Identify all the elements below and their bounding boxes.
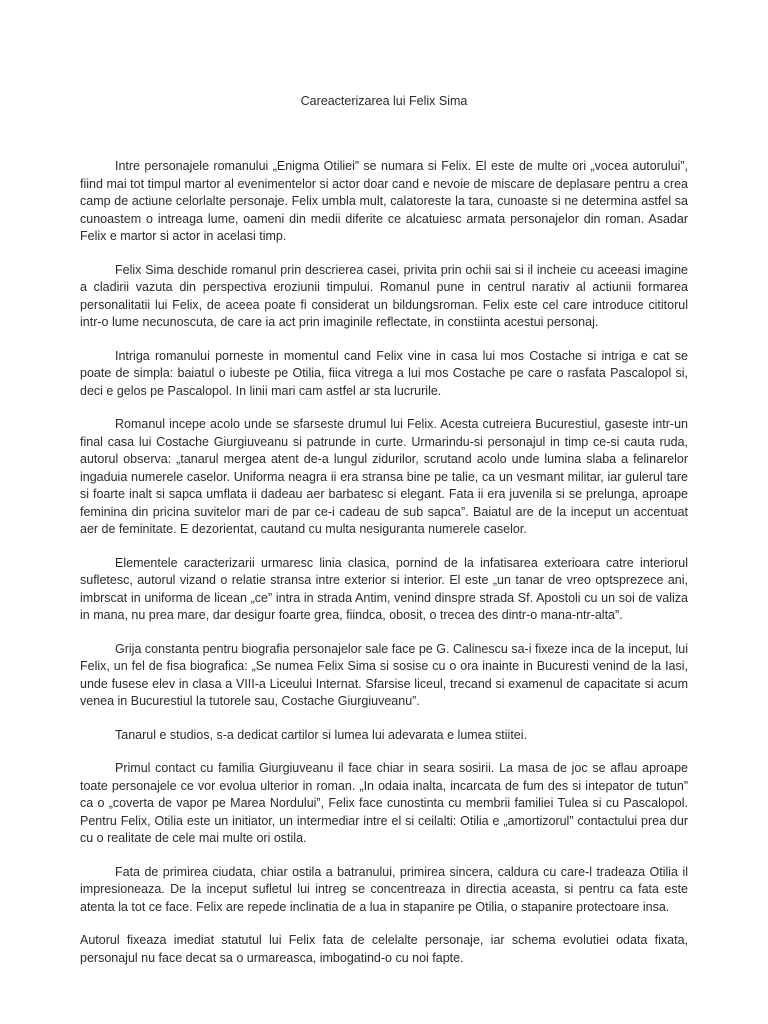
paragraph-4: Romanul incepe acolo unde se sfarseste drumul lui Felix. Acesta cutreiera Bucurestiul, gaseste intr-un final casa lui Costache Giurgiuveanu si patrunde in curte. Urmarindu-si personajul in timp ce-si cauta ruda, autorul observa: „tanarul mergea atent de-a lungul zidurilor, scrutand acolo unde lumina slaba a felinarelor ingaduia numerele caselor. Uniforma neagra ii era stransa bine pe talie, ca un vesmant militar, iar gulerul tare si foarte inalt si sapca umflata ii dadeau aer barbatesc si elegant. Fata ii era juvenila si se prelunga, aproape feminina din pricina suvitelor mari de par ce-i cadeau de sub sapca”. Baiatul are de la inceput un accentuat aer de feminitate. E dezorientat, cautand cu multa nesiguranta numerele caselor. <box>80 417 688 536</box>
paragraph-7: Tanarul e studios, s-a dedicat cartilor si lumea lui adevarata e lumea stiitei. <box>115 727 528 742</box>
document-body <box>80 158 688 967</box>
paragraph-1: Intre personajele romanului „Enigma Otiliei” se numara si Felix. El este de multe ori „vocea autorului”, fiind mai tot timpul martor al evenimentelor si actor doar cand e nevoie de miscare de deplasare pentru a crea camp de actiune celorlalte personaje. Felix umbla mult, calatoreste la tara, cunoaste si ne determina astfel sa cunoastem o intreaga lume, oameni din medii diferite ce alcatuiesc armata personajelor din roman. Asadar Felix e martor si actor in acelasi timp. <box>80 159 688 243</box>
paragraph-2: Felix Sima deschide romanul prin descrierea casei, privita prin ochii sai si il incheie cu aceeasi imagine a cladirii vazuta din perspectiva eroziunii timpului. Romanul pune in centrul narativ al actiunii formarea personalitatii lui Felix, de aceea poate fi considerat un bildungsroman. Felix este cel care introduce cititorul intr-o lume necunoscuta, de care ia act prin imaginile reflectate, in constiinta acestui personaj. <box>80 262 688 329</box>
paragraph-3: Intriga romanului porneste in momentul cand Felix vine in casa lui mos Costache si intriga e cat se poate de simpla: baiatul o iubeste pe Otilia, fiica vitrega a lui mos Costache pe care o rasfata Pascalopol si, deci e gelos pe Pascalopol. In linii mari cam astfel ar sta lucrurile. <box>80 348 688 398</box>
paragraph-5: Elementele caracterizarii urmaresc linia clasica, pornind de la infatisarea exterioara catre interiorul sufletesc, autorul vizand o relatie stransa intre exterior si interior. El este „un tanar de vreo optsprezece ani, imbrscat in uniforma de licean „ce” intra in strada Antim, venind dinspre strada Sf. Apostoli cu un soi de valiza in mana, nu prea mare, dar desigur foarte grea, fiindca, obosit, o trecea des dintr-o mana-ntr-alta”. <box>80 555 688 622</box>
paragraph-8: Primul contact cu familia Giurgiuveanu il face chiar in seara sosirii. La masa de joc se aflau aproape toate personajele ce vor evolua ulterior in roman. „In odaia inalta, incarcata de fum des si intepator de tutun” ca o „coverta de vapor pe Marea Nordului”, Felix face cunostinta cu membrii familiei Tulea si cu Pascalopol. Pentru Felix, Otilia este un initiator, un intermediar intre el si ceilalti: Otilia e „amortizorul” contactului prea dur cu o realitate de cele mai multe ori ostila. <box>80 761 688 845</box>
paragraph-10: Autorul fixeaza imediat statutul lui Felix fata de celelalte personaje, iar schema evolutiei odata fixata, personajul nu face decat sa o urmareasca, imbogatind-o cu noi fapte. <box>80 933 688 965</box>
document-title: Careacterizarea lui Felix Sima <box>300 94 468 108</box>
paragraph-6: Grija constanta pentru biografia personajelor sale face pe G. Calinescu sa-i fixeze inca de la inceput, lui Felix, un fel de fisa biografica: „Se numea Felix Sima si sosise cu o ora inainte in Bucuresti venind de la Iasi, unde fusese elev in clasa a VIII-a Liceului Internat. Sfarsise liceul, trecand si examenul de capacitate si acum venea in Bucurestiul la tutorele sau, Costache Giurgiuveanu”. <box>80 641 688 708</box>
paragraph-9: Fata de primirea ciudata, chiar ostila a batranului, primirea sincera, caldura cu care-l tradeaza Otilia il impresioneaza. De la inceput sufletul lui intreg se concentreaza in directia aceasta, si pentru ca fata este atenta la tot ce face. Felix are repede inclinatia de a lua in stapanire pe Otilia, o stapanire protectoare insa. <box>80 864 688 914</box>
